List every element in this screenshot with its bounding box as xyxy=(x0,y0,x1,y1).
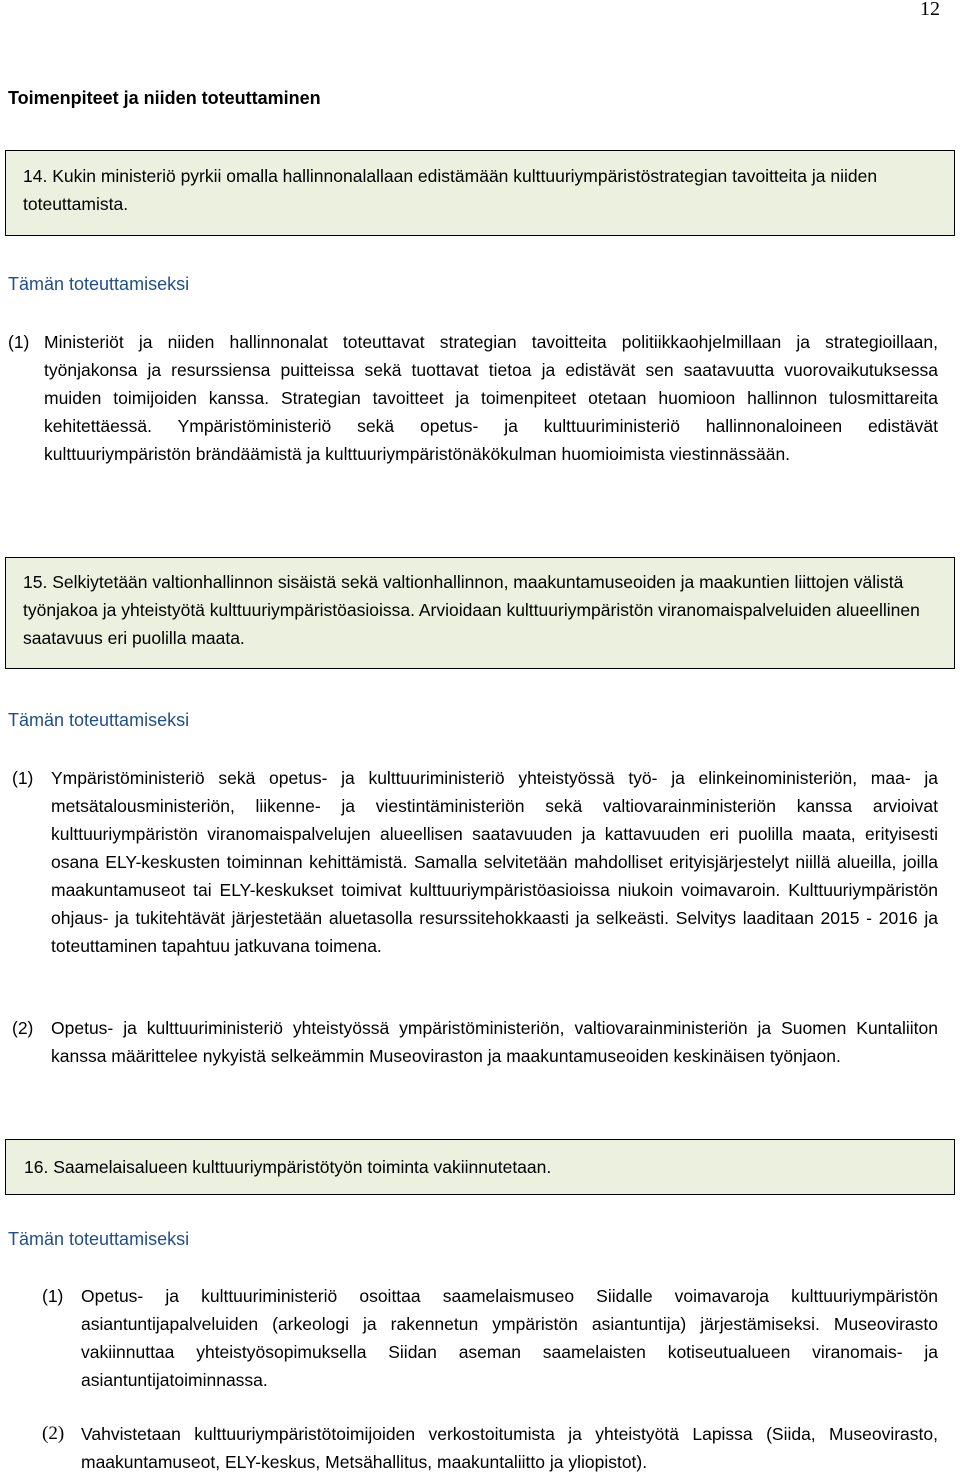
list-item-text: Opetus- ja kulttuuriministeriö yhteistyössä ympäristöministeriön, valtiovarainministeriön ja Suomen Kuntaliiton kanssa määrittelee nykyistä selkeämmin Museoviraston ja maakuntamuseoiden keskinäisen työnjaon. xyxy=(51,1018,938,1066)
implementation-subheading: Tämän toteuttamiseksi xyxy=(8,274,190,294)
page-number: 12 xyxy=(920,0,940,20)
measure-box-16: 16. Saamelaisalueen kulttuuriympäristötyön toiminta vakiinnutetaan. xyxy=(5,1139,955,1195)
list-item-text: Ympäristöministeriö sekä opetus- ja kulttuuriministeriö yhteistyössä työ- ja elinkeinoministeriön, maa- ja metsätalousministeriön, liikenne- ja viestintäministeriön sekä valtiovarainministeriön kanssa arvioivat kulttuuriympäristön viranomaispalvelujen alueellisen saatavuuden ja kattavuuden eri puolilla maata, erityisesti osana ELY-keskusten toiminnan kehittämistä. Samalla selvitetään mahdolliset erityisjärjestelyt niillä alueilla, joilla maakuntamuseot tai ELY-keskukset toimivat kulttuuriympäristöasioissa niukoin voimavaroin. Kulttuuriympäristön ohjaus- ja tukitehtävät järjestetään aluetasolla resurssitehokkaasti ja selkeästi. Selvitys laaditaan 2015 - 2016 ja toteuttaminen tapahtuu jatkuvana toimena. xyxy=(51,768,938,956)
list-item xyxy=(8,328,938,468)
list-item-text: Ministeriöt ja niiden hallinnonalat toteuttavat strategian tavoitteita politiikkaohjelmillaan ja strategioillaan, työnjakonsa ja resurssiensa puitteissa sekä tuottavat tietoa ja edistävät sen saatavuutta vuorovaikutuksessa muiden toimijoiden kanssa. Strategian tavoitteet ja toimenpiteet otetaan huomioon hallinnon tulosmittareita kehitettäessä. Ympäristöministeriö sekä opetus- ja kulttuuriministeriö hallinnonaloineen edistävät kulttuuriympäristön brändäämistä ja kulttuuriympäristönäkökulman huomioimista viestinnässään. xyxy=(44,332,938,464)
list-item-number: (1) xyxy=(8,332,30,352)
list-item xyxy=(42,1282,938,1394)
list-item xyxy=(12,1014,938,1070)
measure-box-14: 14. Kukin ministeriö pyrkii omalla hallinnonalallaan edistämään kulttuuriympäristöstrategian tavoitteita ja niiden toteuttamista. xyxy=(5,150,955,236)
list-item-text: Opetus- ja kulttuuriministeriö osoittaa saamelaismuseo Siidalle voimavaroja kulttuuriympäristön asiantuntijapalveluiden (arkeologi ja rakennetun ympäristön asiantuntija) järjestämiseksi. Museovirasto vakiinnuttaa yhteistyösopimuksella Siidan aseman saamelaisten kotiseutualueen viranomais- ja asiantuntijatoiminnassa. xyxy=(81,1286,938,1390)
implementation-subheading: Tämän toteuttamiseksi xyxy=(8,1229,190,1249)
implementation-subheading: Tämän toteuttamiseksi xyxy=(8,710,190,730)
list-item-number: (1) xyxy=(42,1286,64,1306)
list-item-text: Vahvistetaan kulttuuriympäristötoimijoiden verkostoitumista ja yhteistyötä Lapissa (Siida, Museovirasto, maakuntamuseot, ELY-keskus, Metsähallitus, maakuntaliitto ja yliopistot). xyxy=(81,1424,938,1472)
list-item-number: (1) xyxy=(12,768,34,788)
list-item-number: (2) xyxy=(42,1423,65,1444)
list-item-number: (2) xyxy=(12,1018,34,1038)
list-item xyxy=(42,1420,938,1476)
section-heading: Toimenpiteet ja niiden toteuttaminen xyxy=(8,88,321,108)
measure-box-15: 15. Selkiytetään valtionhallinnon sisäistä sekä valtionhallinnon, maakuntamuseoiden ja maakuntien liittojen välistä työnjakoa ja yhteistyötä kulttuuriympäristöasioissa. Arvioidaan kulttuuriympäristön viranomaispalveluiden alueellinen saatavuus eri puolilla maata. xyxy=(5,557,955,669)
list-item xyxy=(12,764,938,960)
